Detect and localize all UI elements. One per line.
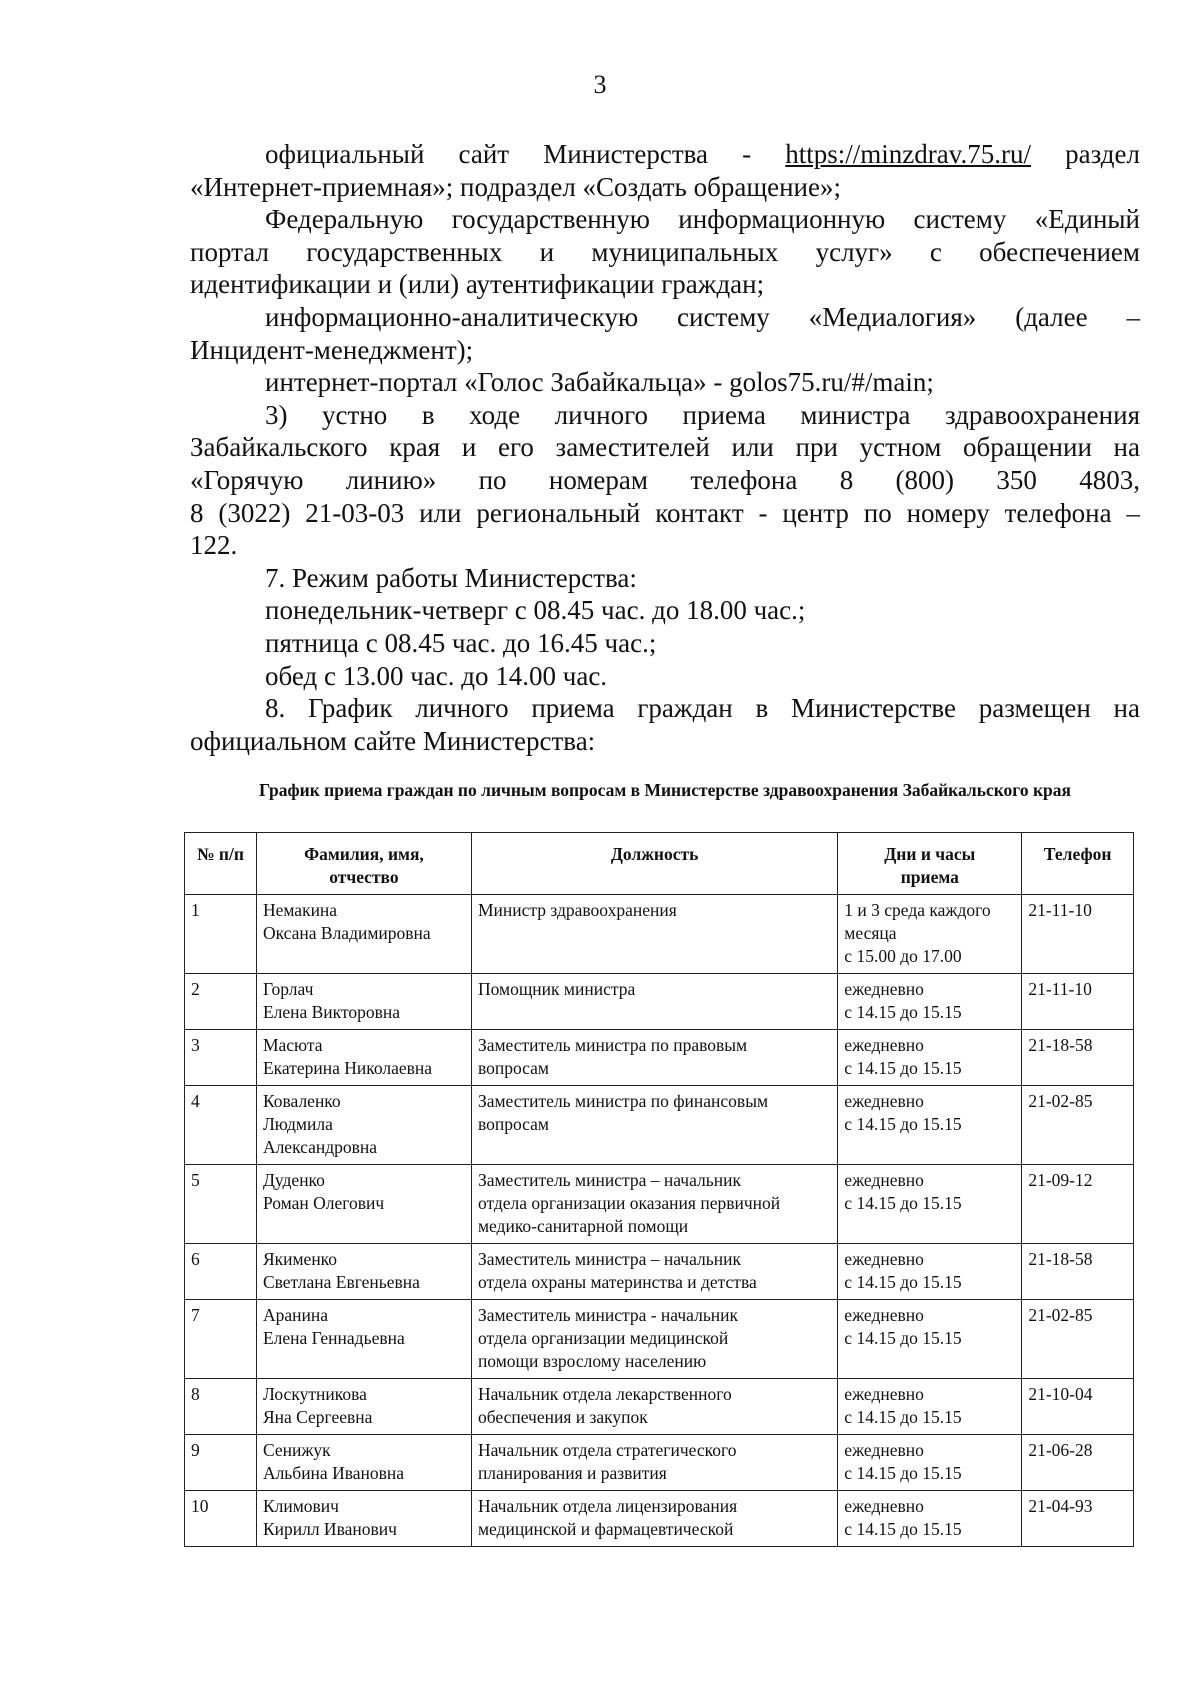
cell-num: 8 <box>185 1379 257 1435</box>
cell-num: 2 <box>185 974 257 1030</box>
cell-name <box>256 1300 471 1379</box>
header-days <box>838 833 1022 895</box>
cell-days-line: с 14.15 до 15.15 <box>844 1328 962 1348</box>
paragraph-line: обед с 13.00 час. до 14.00 час. <box>265 660 608 691</box>
cell-days-line: 1 и 3 среда каждого <box>844 900 991 920</box>
cell-num: 5 <box>185 1165 257 1244</box>
cell-days <box>838 1300 1022 1379</box>
cell-name-line: Оксана Владимировна <box>262 923 431 943</box>
cell-days-line: ежедневно <box>844 979 924 999</box>
cell-name-line: Аранина <box>262 1305 328 1325</box>
cell-name-line: Яна Сергеевна <box>262 1407 373 1427</box>
cell-name-line: Елена Викторовна <box>262 1002 401 1022</box>
cell-position-line: обеспечения и закупок <box>477 1407 648 1427</box>
cell-name-line: Лоскутникова <box>262 1384 367 1404</box>
cell-days-line: с 14.15 до 15.15 <box>844 1114 962 1134</box>
cell-days-line: ежедневно <box>844 1496 924 1516</box>
cell-days-line: с 14.15 до 15.15 <box>844 1519 962 1539</box>
cell-position-line: медико-санитарной помощи <box>477 1216 689 1236</box>
cell-name-line: Кирилл Иванович <box>262 1519 397 1539</box>
cell-name-line: Александровна <box>262 1137 378 1157</box>
schedule-table <box>184 832 1134 1547</box>
cell-days <box>838 1435 1022 1491</box>
table-row <box>185 1165 1134 1244</box>
cell-position-line: отдела охраны материнства и детства <box>477 1272 757 1292</box>
cell-position-line: Начальник отдела лицензирования <box>477 1496 738 1516</box>
cell-position-line: Начальник отдела стратегического <box>477 1440 737 1460</box>
cell-name <box>256 1491 471 1547</box>
cell-name-line: Якименко <box>262 1249 338 1269</box>
table-row <box>185 1491 1134 1547</box>
cell-name-line: Климович <box>262 1496 339 1516</box>
cell-name-line: Коваленко <box>262 1091 341 1111</box>
cell-days-line: ежедневно <box>844 1249 924 1269</box>
ministry-website-link[interactable]: https://minzdrav.75.ru/ <box>785 139 1031 169</box>
cell-position <box>471 974 837 1030</box>
cell-days <box>838 1244 1022 1300</box>
cell-phone: 21-06-28 <box>1022 1435 1134 1491</box>
cell-position-line: Министр здравоохранения <box>477 900 677 920</box>
paragraph-line: 122. <box>190 530 238 561</box>
cell-days-line: ежедневно <box>844 1170 924 1190</box>
cell-days-line: ежедневно <box>844 1440 924 1460</box>
cell-position-line: Заместитель министра – начальник <box>477 1249 741 1269</box>
cell-position-line: Помощник министра <box>477 979 636 999</box>
cell-days-line: месяца <box>844 923 897 943</box>
paragraph-line: 8 (3022) 21-03-03 или региональный контакт - центр по номеру телефона – <box>190 497 1140 528</box>
table-header-row <box>185 833 1134 895</box>
cell-position-line: помощи взрослому населению <box>477 1351 707 1371</box>
cell-name <box>256 1379 471 1435</box>
cell-name-line: Светлана Евгеньевна <box>262 1272 420 1292</box>
cell-position-line: вопросам <box>477 1058 549 1078</box>
table-row <box>185 1300 1134 1379</box>
cell-name <box>256 895 471 974</box>
paragraph-line: 3) устно в ходе личного приема министра здравоохранения <box>265 399 1140 430</box>
cell-days <box>838 1165 1022 1244</box>
cell-position-line: отдела организации оказания первичной <box>477 1193 781 1213</box>
cell-name-line: Людмила <box>262 1114 333 1134</box>
table-row <box>185 895 1134 974</box>
cell-name-line: Масюта <box>262 1035 323 1055</box>
cell-num: 7 <box>185 1300 257 1379</box>
cell-name <box>256 1435 471 1491</box>
cell-position <box>471 1165 837 1244</box>
cell-days-line: с 14.15 до 15.15 <box>844 1463 962 1483</box>
cell-position <box>471 1244 837 1300</box>
paragraph-line: интернет-портал «Голос Забайкальца» - golos75.ru/#/main; <box>265 367 934 398</box>
text-segment: раздел <box>1031 139 1140 169</box>
cell-position-line: Заместитель министра - начальник <box>477 1305 739 1325</box>
paragraph-line: Забайкальского края и его заместителей или при устном обращении на <box>190 432 1140 463</box>
table-row <box>185 1086 1134 1165</box>
cell-name <box>256 1244 471 1300</box>
cell-position-line: Заместитель министра по финансовым <box>477 1091 769 1111</box>
cell-days-line: с 15.00 до 17.00 <box>844 946 962 966</box>
header-text: Дни и часы <box>884 844 976 864</box>
cell-name <box>256 1086 471 1165</box>
cell-phone: 21-02-85 <box>1022 1086 1134 1165</box>
text-segment: официальный сайт Министерства - <box>265 139 786 169</box>
cell-position-line: Заместитель министра – начальник <box>477 1170 741 1190</box>
table-title: График приема граждан по личным вопросам в Министерстве здравоохранения Забайкальского края <box>259 780 1071 800</box>
cell-name-line: Немакина <box>262 900 338 920</box>
header-text: отчество <box>329 867 399 887</box>
paragraph-line: официальном сайте Министерства: <box>190 725 596 756</box>
cell-name-line: Альбина Ивановна <box>262 1463 405 1483</box>
cell-phone: 21-10-04 <box>1022 1379 1134 1435</box>
cell-days-line: ежедневно <box>844 1384 924 1404</box>
cell-days-line: ежедневно <box>844 1035 924 1055</box>
cell-days <box>838 1491 1022 1547</box>
cell-days <box>838 1030 1022 1086</box>
paragraph-line: 8. График личного приема граждан в Министерстве размещен на <box>265 693 1140 724</box>
cell-days-line: ежедневно <box>844 1305 924 1325</box>
cell-name-line: Дуденко <box>262 1170 325 1190</box>
paragraph-line: 7. Режим работы Министерства: <box>265 562 637 593</box>
cell-phone: 21-18-58 <box>1022 1244 1134 1300</box>
cell-days-line: ежедневно <box>844 1091 924 1111</box>
paragraph-line: «Интернет-приемная»; подраздел «Создать обращение»; <box>190 171 841 202</box>
header-text: Фамилия, имя, <box>304 844 424 864</box>
cell-position <box>471 1030 837 1086</box>
table-body <box>185 895 1134 1547</box>
table-row <box>185 1030 1134 1086</box>
cell-position-line: Заместитель министра по правовым <box>477 1035 748 1055</box>
cell-days-line: с 14.15 до 15.15 <box>844 1002 962 1022</box>
paragraph-line: идентификации и (или) аутентификации граждан; <box>190 269 765 300</box>
cell-num: 3 <box>185 1030 257 1086</box>
cell-position <box>471 895 837 974</box>
cell-phone: 21-02-85 <box>1022 1300 1134 1379</box>
cell-name-line: Елена Геннадьевна <box>262 1328 405 1348</box>
cell-phone: 21-11-10 <box>1022 895 1134 974</box>
table-row <box>185 1379 1134 1435</box>
cell-position-line: планирования и развития <box>477 1463 667 1483</box>
cell-position <box>471 1086 837 1165</box>
cell-position <box>471 1379 837 1435</box>
cell-phone: 21-11-10 <box>1022 974 1134 1030</box>
body-text <box>190 138 1140 757</box>
paragraph-line: понедельник-четверг с 08.45 час. до 18.00 час.; <box>265 595 806 626</box>
cell-phone: 21-09-12 <box>1022 1165 1134 1244</box>
cell-position <box>471 1491 837 1547</box>
cell-position <box>471 1300 837 1379</box>
header-num: № п/п <box>185 833 257 895</box>
cell-name <box>256 1030 471 1086</box>
table-row <box>185 1244 1134 1300</box>
paragraph-line: «Горячую линию» по номерам телефона 8 (800) 350 4803, <box>190 464 1140 495</box>
cell-days-line: с 14.15 до 15.15 <box>844 1407 962 1427</box>
cell-num: 1 <box>185 895 257 974</box>
table-row <box>185 974 1134 1030</box>
cell-position <box>471 1435 837 1491</box>
cell-days-line: с 14.15 до 15.15 <box>844 1193 962 1213</box>
cell-num: 10 <box>185 1491 257 1547</box>
cell-days <box>838 974 1022 1030</box>
cell-name-line: Сенижук <box>262 1440 331 1460</box>
cell-days <box>838 1379 1022 1435</box>
cell-days <box>838 895 1022 974</box>
cell-name <box>256 1165 471 1244</box>
cell-position-line: Начальник отдела лекарственного <box>477 1384 732 1404</box>
page-number: 3 <box>593 70 607 99</box>
header-position: Должность <box>471 833 837 895</box>
cell-num: 9 <box>185 1435 257 1491</box>
cell-days-line: с 14.15 до 15.15 <box>844 1058 962 1078</box>
header-phone: Телефон <box>1022 833 1134 895</box>
paragraph-line: пятница с 08.45 час. до 16.45 час.; <box>265 627 657 658</box>
cell-name-line: Роман Олегович <box>262 1193 385 1213</box>
cell-name <box>256 974 471 1030</box>
table-row <box>185 1435 1134 1491</box>
cell-name-line: Екатерина Николаевна <box>262 1058 433 1078</box>
cell-phone: 21-04-93 <box>1022 1491 1134 1547</box>
cell-position-line: медицинской и фармацевтической <box>477 1519 734 1539</box>
paragraph-line: Федеральную государственную информационную систему «Единый <box>265 204 1140 235</box>
cell-days-line: с 14.15 до 15.15 <box>844 1272 962 1292</box>
paragraph-line <box>190 138 1140 171</box>
cell-num: 6 <box>185 1244 257 1300</box>
paragraph-line: информационно-аналитическую систему «Медиалогия» (далее – <box>265 301 1140 332</box>
header-name <box>256 833 471 895</box>
cell-name-line: Горлач <box>262 979 314 999</box>
cell-phone: 21-18-58 <box>1022 1030 1134 1086</box>
cell-position-line: вопросам <box>477 1114 549 1134</box>
cell-days <box>838 1086 1022 1165</box>
cell-position-line: отдела организации медицинской <box>477 1328 729 1348</box>
paragraph-line: Инцидент-менеджмент); <box>190 334 474 365</box>
cell-num: 4 <box>185 1086 257 1165</box>
paragraph-line: портал государственных и муниципальных услуг» с обеспечением <box>190 236 1140 267</box>
header-text: приема <box>900 867 959 887</box>
